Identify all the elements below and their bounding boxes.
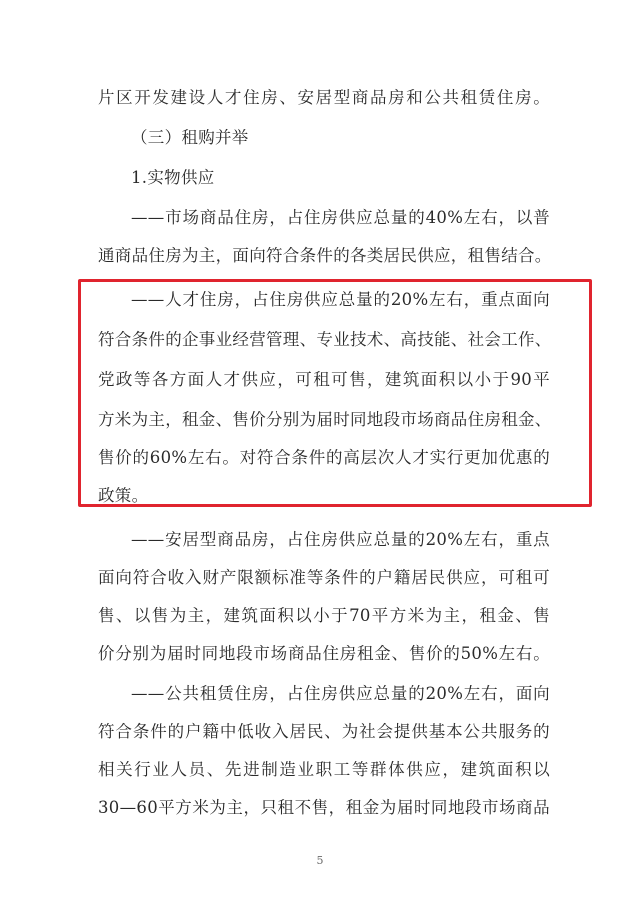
public-rental-line-2: 符合条件的户籍中低收入居民、为社会提供基本公共服务的 bbox=[98, 722, 550, 741]
highlight-box bbox=[78, 279, 592, 507]
talent-housing-line-5: 售价的60%左右。对符合条件的高层次人才实行更加优惠的 bbox=[98, 448, 550, 467]
section-heading: （三）租购并举 bbox=[131, 128, 249, 147]
talent-housing-line-1: ——人才住房，占住房供应总量的20%左右，重点面向 bbox=[131, 290, 550, 309]
talent-housing-line-4: 方米为主，租金、售价分别为届时同地段市场商品住房租金、 bbox=[98, 410, 552, 429]
talent-housing-line-6: 政策。 bbox=[98, 486, 149, 505]
affordable-housing-line-4: 价分别为届时同地段市场商品住房租金、售价的50%左右。 bbox=[98, 644, 550, 663]
talent-housing-line-3: 党政等各方面人才供应，可租可售，建筑面积以小于90平 bbox=[98, 370, 550, 389]
affordable-housing-line-1: ——安居型商品房，占住房供应总量的20%左右，重点 bbox=[131, 530, 550, 549]
public-rental-line-3: 相关行业人员、先进制造业职工等群体供应，建筑面积以 bbox=[98, 760, 550, 779]
public-rental-line-1: ——公共租赁住房，占住房供应总量的20%左右，面向 bbox=[131, 684, 550, 703]
market-housing-line-1: ——市场商品住房，占住房供应总量的40%左右，以普 bbox=[131, 208, 550, 227]
market-housing-line-2: 通商品住房为主，面向符合条件的各类居民供应，租售结合。 bbox=[98, 246, 552, 265]
paragraph-line-1: 片区开发建设人才住房、安居型商品房和公共租赁住房。 bbox=[98, 88, 550, 107]
subsection-heading: 1.实物供应 bbox=[131, 168, 215, 187]
public-rental-line-4: 30—60平方米为主，只租不售，租金为届时同地段市场商品 bbox=[98, 798, 550, 817]
affordable-housing-line-2: 面向符合收入财产限额标准等条件的户籍居民供应，可租可 bbox=[98, 568, 550, 587]
affordable-housing-line-3: 售、以售为主，建筑面积以小于70平方米为主，租金、售 bbox=[98, 606, 550, 625]
talent-housing-line-2: 符合条件的企事业经营管理、专业技术、高技能、社会工作、 bbox=[98, 330, 552, 349]
page-number: 5 bbox=[316, 854, 324, 867]
